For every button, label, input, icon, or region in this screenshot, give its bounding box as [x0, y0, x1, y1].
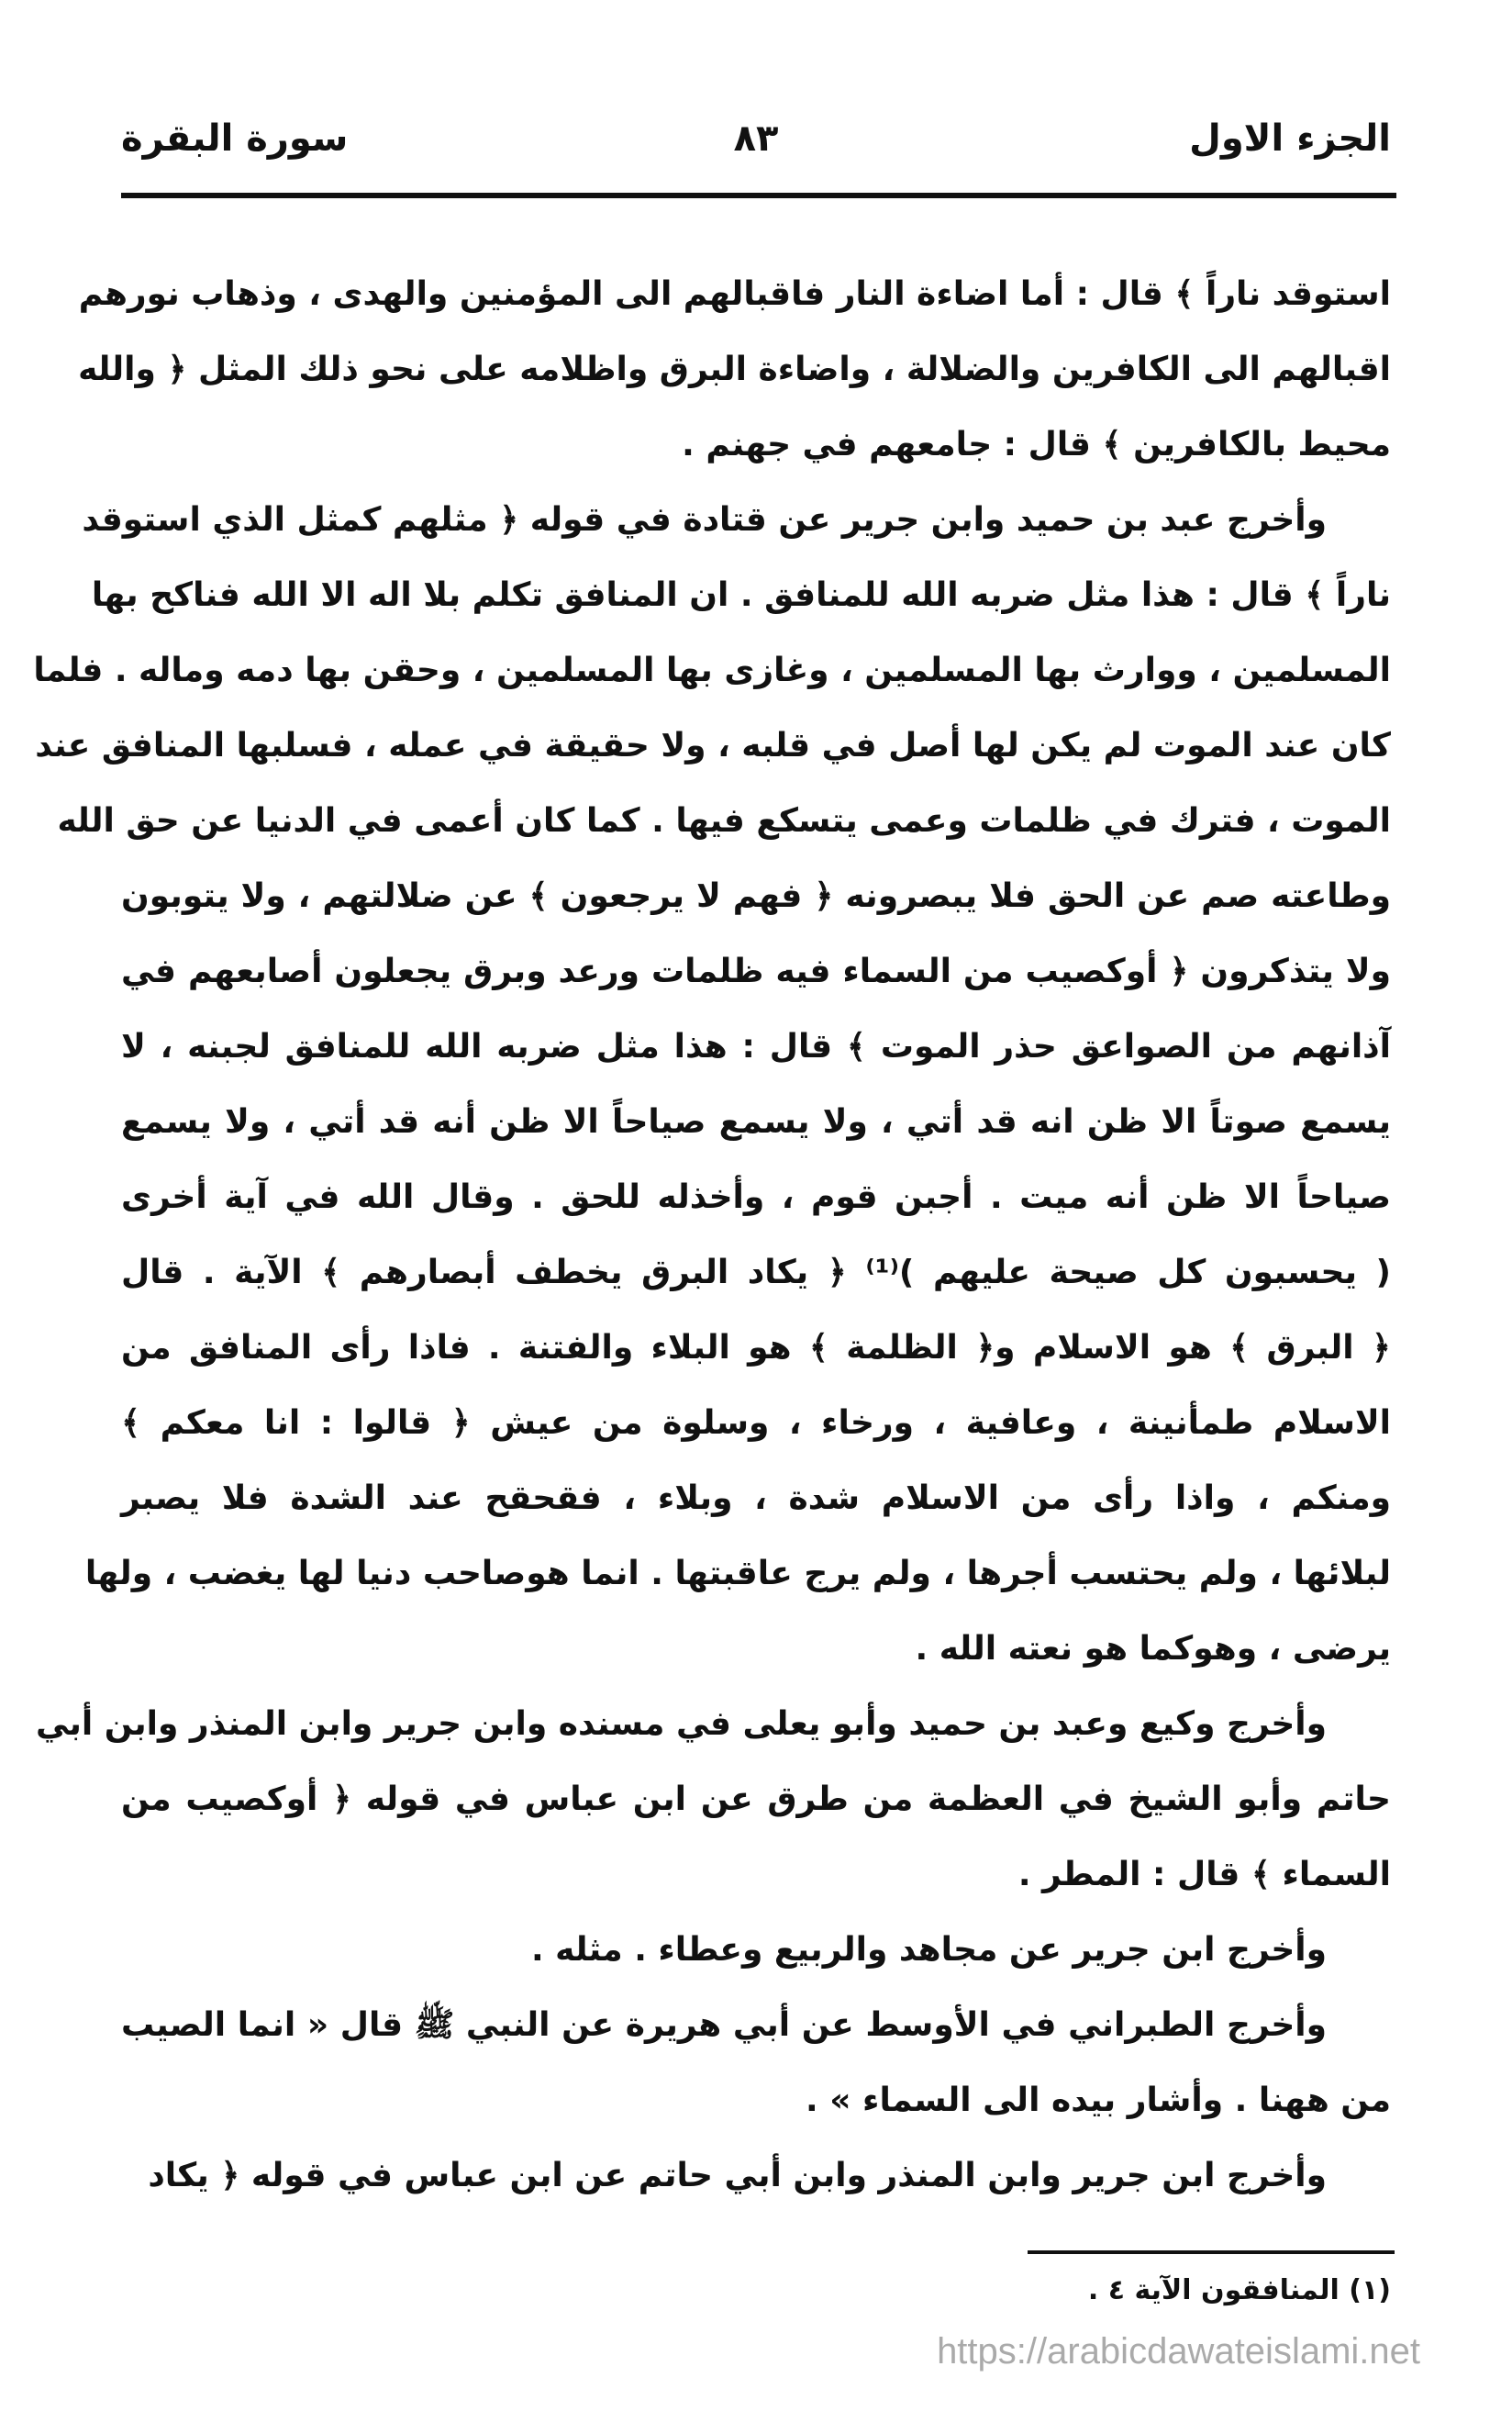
paragraph: [121, 1988, 1391, 2138]
paragraph: [78, 257, 1391, 483]
text-line: وأخرج وكيع وعبد بن حميد وأبو يعلى في مسنده وابن جرير وابن المنذر وابن أبي: [35, 1705, 1327, 1743]
header-rule: [121, 193, 1396, 198]
text-line: آذانهم من الصواعق حذر الموت ﴾ قال : هذا مثل ضربه الله للمنافق لجبنه ، لا: [121, 1028, 1391, 1066]
text-line: وأخرج الطبراني في الأوسط عن أبي هريرة عن النبي ﷺ قال « انما الصيب: [121, 2006, 1327, 2044]
text-line: ومنكم ، واذا رأى من الاسلام شدة ، وبلاء ، فقحقح عند الشدة فلا يصبر: [121, 1479, 1391, 1517]
text-line: يسمع صوتاً الا ظن انه قد أتي ، ولا يسمع صياحاً الا ظن أنه قد أتي ، ولا يسمع: [121, 1103, 1391, 1141]
text-line: استوقد ناراً ﴾ قال : أما اضاءة النار فاقبالهم الى المؤمنين والهدى ، وذهاب نورهم: [78, 275, 1391, 313]
text-line: من ههنا . وأشار بيده الى السماء » .: [806, 2082, 1391, 2119]
text-line: يرضى ، وهوكما هو نعته الله .: [915, 1630, 1391, 1668]
part-title: الجزء الاول: [1189, 117, 1391, 160]
text-line: وأخرج ابن جرير وابن المنذر وابن أبي حاتم عن ابن عباس في قوله ﴿ يكاد: [148, 2157, 1327, 2194]
text-line: ﴿ البرق ﴾ هو الاسلام و﴿ الظلمة ﴾ هو البلاء والفتنة . فاذا رأى المنافق من: [121, 1329, 1391, 1367]
paragraph: [33, 483, 1391, 1687]
page-number: ٨٣: [733, 117, 779, 160]
text-line: وأخرج عبد بن حميد وابن جرير عن قتادة في قوله ﴿ مثلهم كمثل الذي استوقد: [82, 501, 1327, 539]
text-line: ولا يتذكرون ﴿ أوكصيب من السماء فيه ظلمات ورعد وبرق يجعلون أصابعهم في: [121, 953, 1391, 990]
text-line: الموت ، فترك في ظلمات وعمى يتسكع فيها . كما كان أعمى في الدنيا عن حق الله: [57, 802, 1391, 840]
text-line: صياحاً الا ظن أنه ميت . أجبن قوم ، وأخذله للحق . وقال الله في آية أخرى: [121, 1178, 1391, 1216]
paragraph: [121, 2138, 1391, 2214]
text-line: ( يحسبون كل صيحة عليهم )⁽¹⁾ ﴿ يكاد البرق يخطف أبصارهم ﴾ الآية . قال: [121, 1254, 1391, 1291]
paragraph: [121, 1913, 1391, 1988]
text-line: حاتم وأبو الشيخ في العظمة من طرق عن ابن عباس في قوله ﴿ أوكصيب من: [121, 1780, 1391, 1818]
text-line: وطاعته صم عن الحق فلا يبصرونه ﴿ فهم لا يرجعون ﴾ عن ضلالتهم ، ولا يتوبون: [121, 877, 1391, 915]
page-body: [33, 257, 1391, 2214]
text-line: لبلائها ، ولم يحتسب أجرها ، ولم يرج عاقبتها . انما هوصاحب دنيا لها يغضب ، ولها: [84, 1555, 1391, 1592]
text-line: المسلمين ، ووارث بها المسلمين ، وغازى بها المسلمين ، وحقن بها دمه وماله . فلما: [33, 652, 1391, 689]
watermark: https://arabicdawateislami.net: [937, 2331, 1420, 2372]
paragraph: [35, 1687, 1391, 1913]
footnote-rule: [1028, 2250, 1395, 2254]
text-line: وأخرج ابن جرير عن مجاهد والربيع وعطاء . مثله .: [530, 1931, 1327, 1969]
text-line: ناراً ﴾ قال : هذا مثل ضربه الله للمنافق . ان المنافق تكلم بلا اله الا الله فناكح بها: [91, 576, 1391, 614]
text-line: الاسلام طمأنينة ، وعافية ، ورخاء ، وسلوة من عيش ﴿ قالوا : انا معكم ﴾: [121, 1404, 1391, 1442]
text-line: السماء ﴾ قال : المطر .: [1017, 1856, 1391, 1893]
surah-title: سورة البقرة: [121, 117, 349, 160]
footnote: (١) المنافقون الآية ٤ .: [1087, 2274, 1391, 2306]
text-line: اقبالهم الى الكافرين والضلالة ، واضاءة البرق واظلامه على نحو ذلك المثل ﴿ والله: [78, 351, 1391, 388]
page-header: [121, 117, 1391, 182]
text-line: كان عند الموت لم يكن لها أصل في قلبه ، ولا حقيقة في عمله ، فسلبها المنافق عند: [35, 727, 1391, 765]
text-line: محيط بالكافرين ﴾ قال : جامعهم في جهنم .: [682, 426, 1391, 463]
